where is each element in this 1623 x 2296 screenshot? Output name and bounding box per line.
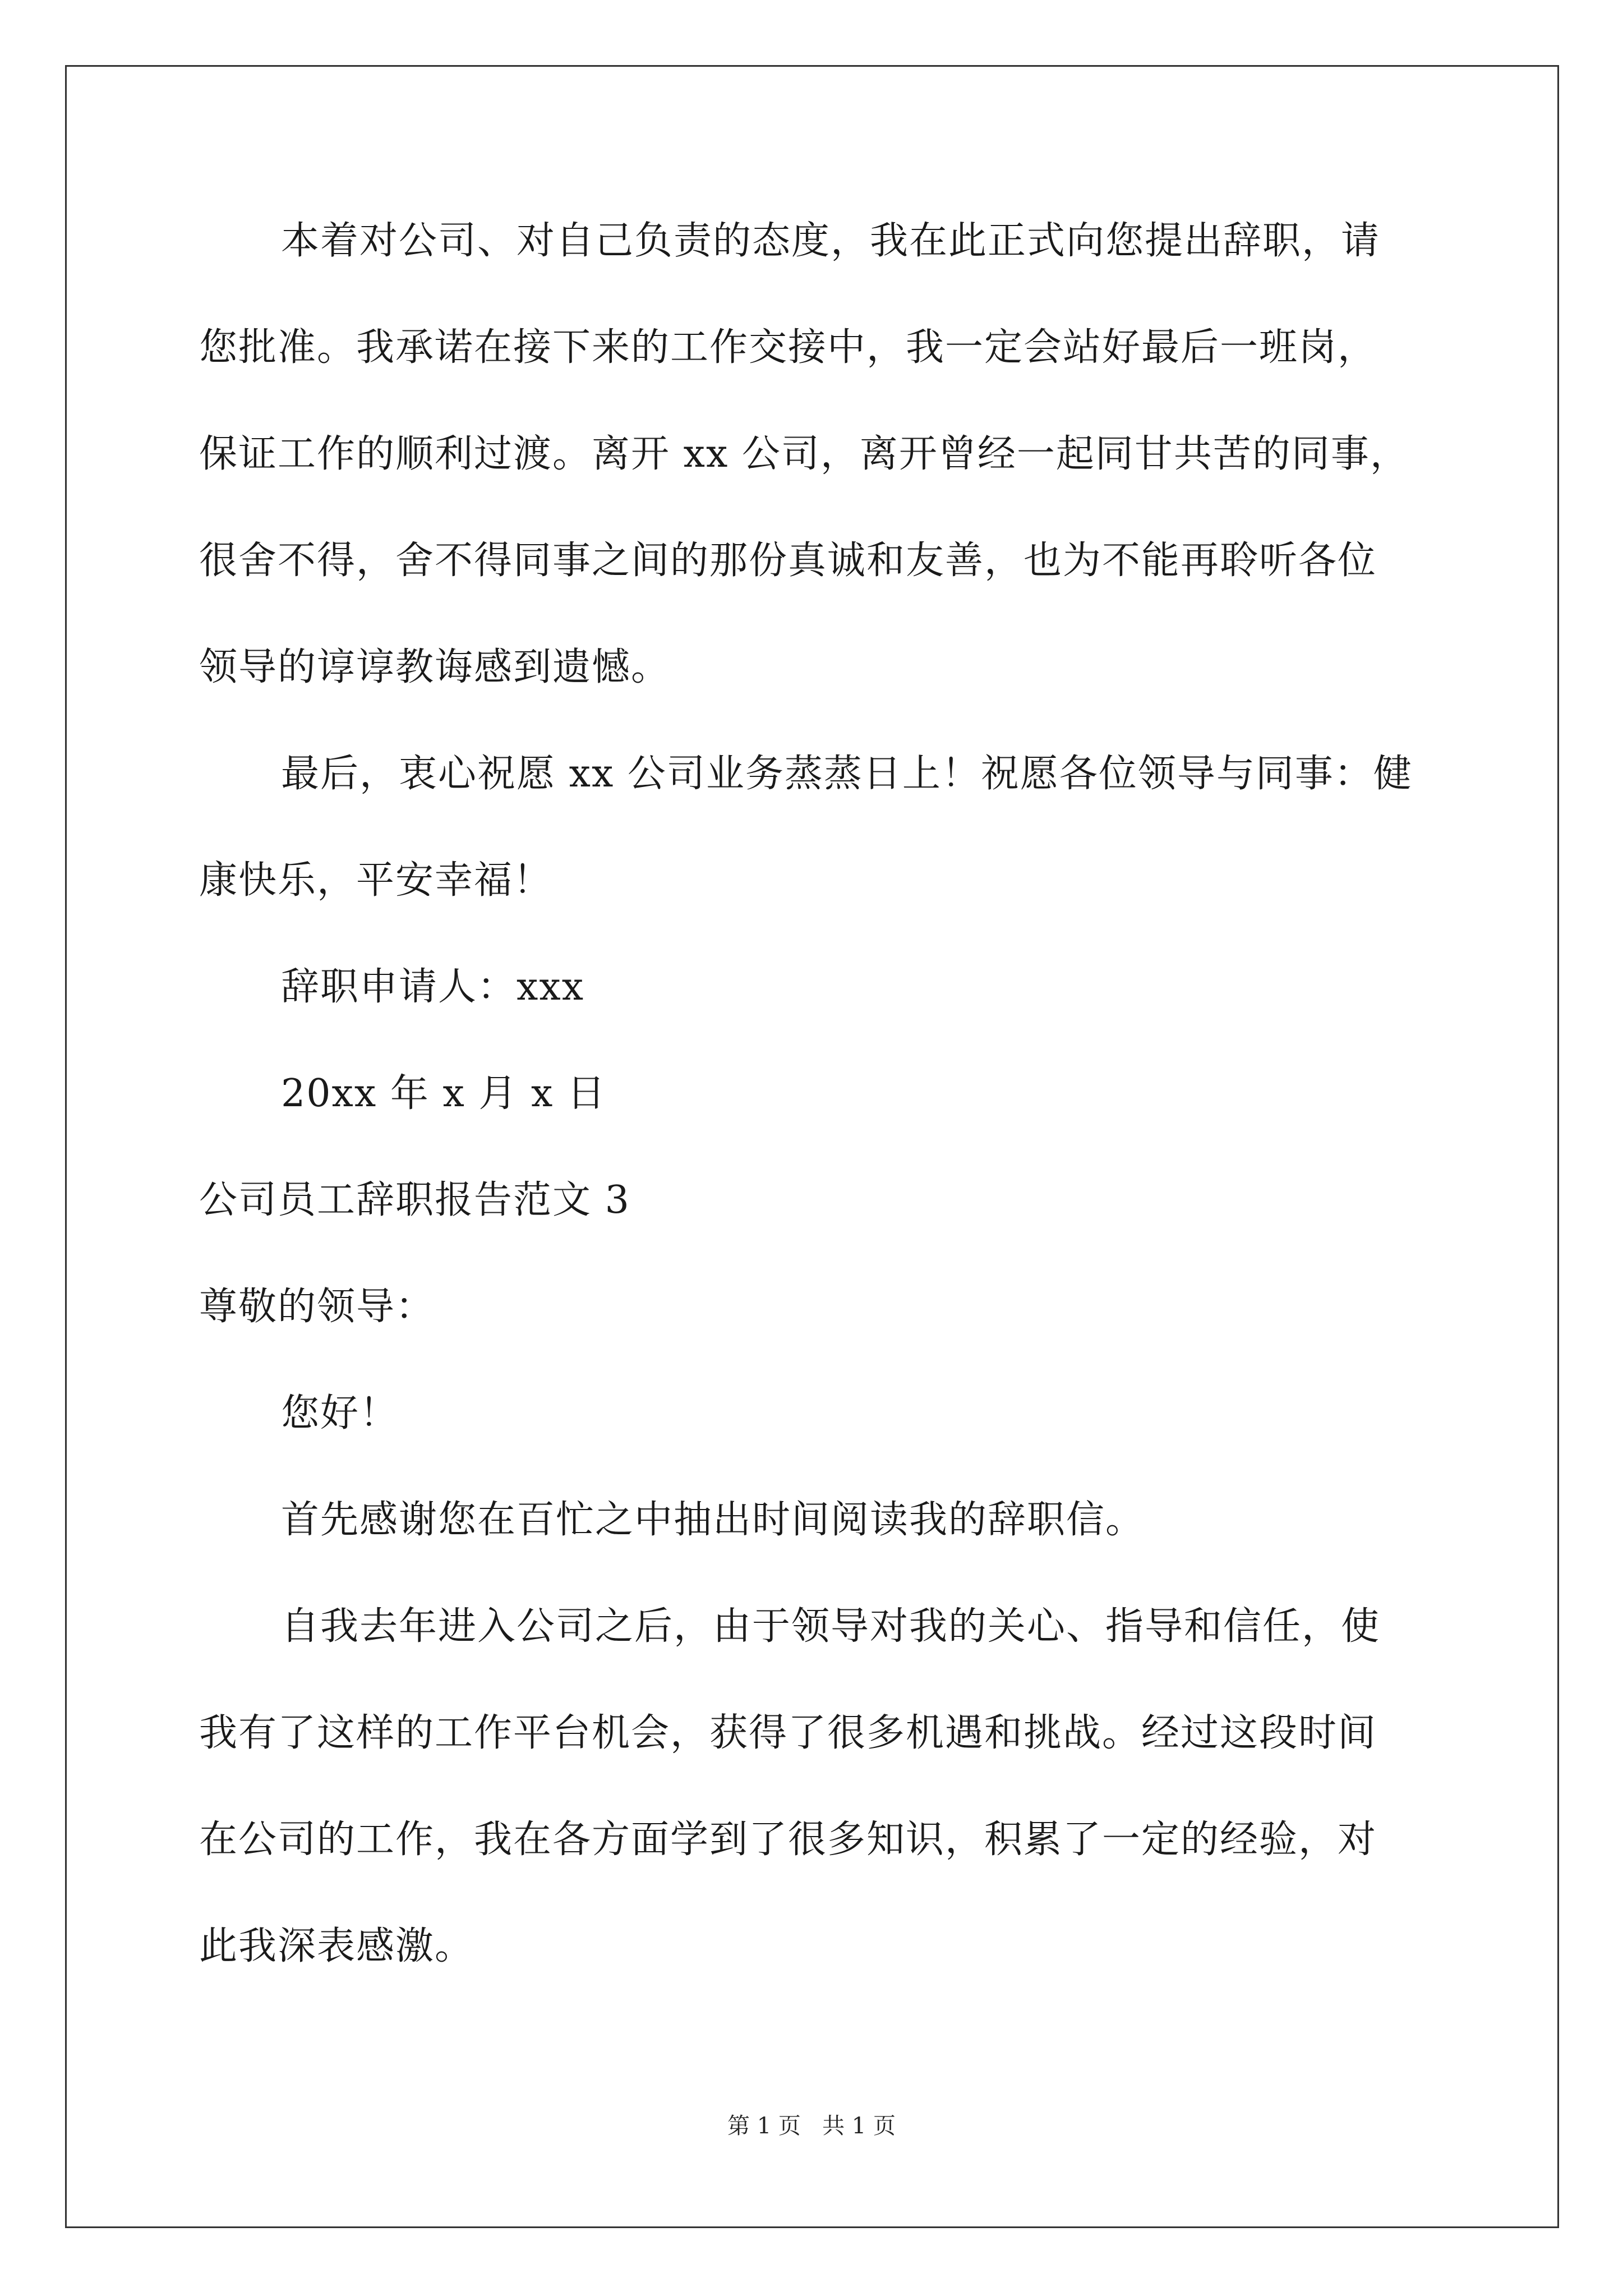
salutation: 尊敬的领导： [199, 1285, 435, 1329]
date-line: 20xx 年 x 月 x 日 [281, 1071, 607, 1116]
paragraph-line: 康快乐，平安幸福！ [199, 858, 553, 903]
page-footer: 第 1 页 共 1 页 [727, 2113, 896, 2139]
paragraph-line: 保证工作的顺利过渡。离开 xx 公司，离开曾经一起同甘共苦的同事， [199, 432, 1409, 476]
page-border [65, 65, 1559, 2228]
paragraph-line: 我有了这样的工作平台机会，获得了很多机遇和挑战。经过这段时间 [199, 1711, 1377, 1755]
paragraph-line: 首先感谢您在百忙之中抽出时间阅读我的辞职信。 [281, 1498, 1145, 1542]
greeting: 您好！ [281, 1391, 399, 1435]
paragraph-line: 本着对公司、对自己负责的态度，我在此正式向您提出辞职，请 [281, 219, 1381, 263]
signature-line: 辞职申请人：xxx [281, 965, 585, 1009]
paragraph-line: 最后，衷心祝愿 xx 公司业务蒸蒸日上！祝愿各位领导与同事：健 [281, 752, 1413, 796]
paragraph-line: 领导的谆谆教诲感到遗憾。 [199, 645, 671, 689]
section-heading: 公司员工辞职报告范文 3 [199, 1178, 630, 1222]
paragraph-line: 很舍不得，舍不得同事之间的那份真诚和友善，也为不能再聆听各位 [199, 539, 1377, 583]
paragraph-line: 自我去年进入公司之后，由于领导对我的关心、指导和信任，使 [281, 1604, 1381, 1649]
paragraph-line: 此我深表感激。 [199, 1924, 474, 1968]
paragraph-line: 在公司的工作，我在各方面学到了很多知识，积累了一定的经验，对 [199, 1818, 1377, 1862]
paragraph-line: 您批准。我承诺在接下来的工作交接中，我一定会站好最后一班岗， [199, 325, 1377, 370]
